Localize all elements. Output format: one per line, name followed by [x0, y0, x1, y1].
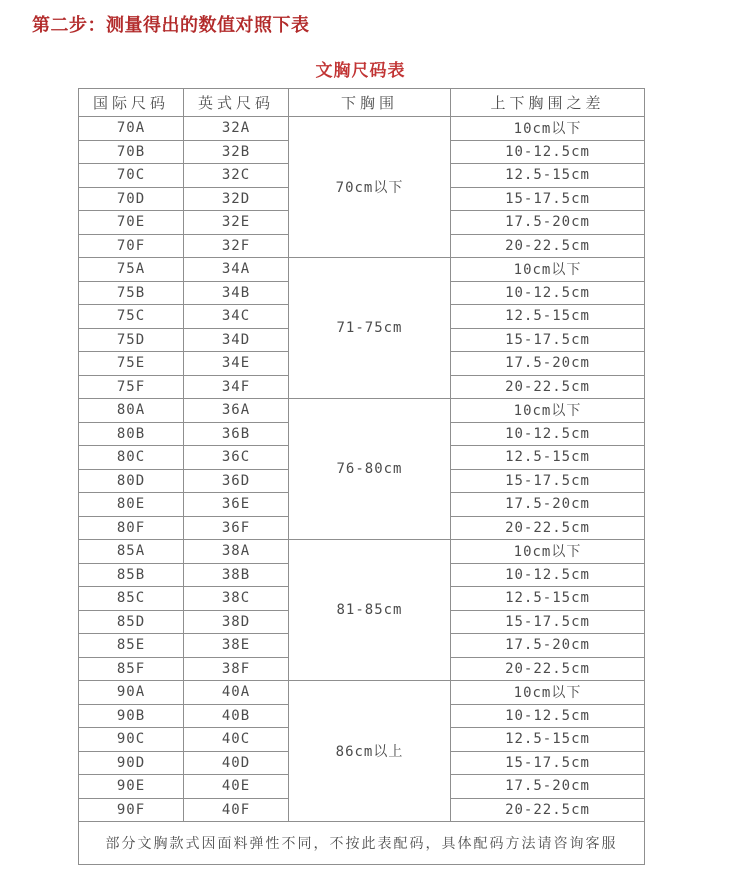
cup-diff-cell: 20-22.5cm	[451, 234, 645, 258]
cup-diff-cell: 20-22.5cm	[451, 516, 645, 540]
cup-diff-cell: 20-22.5cm	[451, 375, 645, 399]
uk-size-cell: 40D	[184, 751, 289, 775]
intl-size-cell: 90C	[79, 728, 184, 752]
cup-diff-cell: 17.5-20cm	[451, 211, 645, 235]
intl-size-cell: 75A	[79, 258, 184, 282]
cup-diff-cell: 20-22.5cm	[451, 798, 645, 822]
size-row-75A	[79, 258, 645, 282]
intl-size-cell: 90F	[79, 798, 184, 822]
size-row-90A	[79, 681, 645, 705]
cup-diff-cell: 15-17.5cm	[451, 328, 645, 352]
intl-size-cell: 85A	[79, 540, 184, 564]
uk-size-cell: 34C	[184, 305, 289, 329]
uk-size-cell: 32B	[184, 140, 289, 164]
intl-size-cell: 90B	[79, 704, 184, 728]
underbust-cell: 86cm以上	[289, 681, 451, 822]
cup-diff-cell: 10-12.5cm	[451, 422, 645, 446]
size-row-70A	[79, 117, 645, 141]
uk-size-cell: 36F	[184, 516, 289, 540]
intl-size-cell: 85B	[79, 563, 184, 587]
intl-size-cell: 85D	[79, 610, 184, 634]
intl-size-cell: 90E	[79, 775, 184, 799]
intl-size-cell: 80B	[79, 422, 184, 446]
uk-size-cell: 36E	[184, 493, 289, 517]
cup-diff-cell: 10-12.5cm	[451, 704, 645, 728]
cup-diff-cell: 10cm以下	[451, 540, 645, 564]
uk-size-cell: 34B	[184, 281, 289, 305]
header-row	[79, 89, 645, 117]
uk-size-cell: 38F	[184, 657, 289, 681]
cup-diff-cell: 17.5-20cm	[451, 775, 645, 799]
table-title: 文胸尺码表	[315, 61, 406, 80]
cup-diff-cell: 15-17.5cm	[451, 469, 645, 493]
uk-size-cell: 38A	[184, 540, 289, 564]
intl-size-cell: 80D	[79, 469, 184, 493]
cup-diff-cell: 20-22.5cm	[451, 657, 645, 681]
uk-size-cell: 38E	[184, 634, 289, 658]
intl-size-cell: 75F	[79, 375, 184, 399]
intl-size-cell: 80F	[79, 516, 184, 540]
underbust-cell: 71-75cm	[289, 258, 451, 399]
intl-size-cell: 75E	[79, 352, 184, 376]
intl-size-cell: 85F	[79, 657, 184, 681]
footnote-row	[79, 822, 645, 865]
uk-size-cell: 40A	[184, 681, 289, 705]
cup-diff-cell: 12.5-15cm	[451, 728, 645, 752]
uk-size-cell: 40B	[184, 704, 289, 728]
cup-diff-cell: 17.5-20cm	[451, 352, 645, 376]
uk-size-cell: 38C	[184, 587, 289, 611]
header-uk-size: 英式尺码	[184, 89, 289, 117]
cup-diff-cell: 12.5-15cm	[451, 587, 645, 611]
intl-size-cell: 85E	[79, 634, 184, 658]
size-row-85A	[79, 540, 645, 564]
intl-size-cell: 70D	[79, 187, 184, 211]
uk-size-cell: 34F	[184, 375, 289, 399]
intl-size-cell: 70A	[79, 117, 184, 141]
uk-size-cell: 38D	[184, 610, 289, 634]
intl-size-cell: 75D	[79, 328, 184, 352]
intl-size-cell: 75B	[79, 281, 184, 305]
size-table-footer	[79, 822, 645, 865]
cup-diff-cell: 10cm以下	[451, 399, 645, 423]
uk-size-cell: 40E	[184, 775, 289, 799]
intl-size-cell: 75C	[79, 305, 184, 329]
size-row-80A	[79, 399, 645, 423]
uk-size-cell: 32D	[184, 187, 289, 211]
cup-diff-cell: 10-12.5cm	[451, 281, 645, 305]
intl-size-cell: 85C	[79, 587, 184, 611]
size-table-body	[79, 117, 645, 822]
step-title: 第二步：测量得出的数值对照下表	[32, 15, 310, 35]
uk-size-cell: 36C	[184, 446, 289, 470]
cup-diff-cell: 12.5-15cm	[451, 305, 645, 329]
uk-size-cell: 34A	[184, 258, 289, 282]
cup-diff-cell: 15-17.5cm	[451, 187, 645, 211]
cup-diff-cell: 12.5-15cm	[451, 164, 645, 188]
intl-size-cell: 70C	[79, 164, 184, 188]
intl-size-cell: 70E	[79, 211, 184, 235]
cup-diff-cell: 17.5-20cm	[451, 493, 645, 517]
cup-diff-cell: 17.5-20cm	[451, 634, 645, 658]
uk-size-cell: 40F	[184, 798, 289, 822]
intl-size-cell: 70F	[79, 234, 184, 258]
uk-size-cell: 36A	[184, 399, 289, 423]
header-underbust: 下胸围	[289, 89, 451, 117]
uk-size-cell: 38B	[184, 563, 289, 587]
intl-size-cell: 80E	[79, 493, 184, 517]
intl-size-cell: 90D	[79, 751, 184, 775]
intl-size-cell: 90A	[79, 681, 184, 705]
uk-size-cell: 34E	[184, 352, 289, 376]
underbust-cell: 70cm以下	[289, 117, 451, 258]
intl-size-cell: 70B	[79, 140, 184, 164]
cup-diff-cell: 10cm以下	[451, 681, 645, 705]
intl-size-cell: 80C	[79, 446, 184, 470]
cup-diff-cell: 10cm以下	[451, 258, 645, 282]
cup-diff-cell: 12.5-15cm	[451, 446, 645, 470]
cup-diff-cell: 10-12.5cm	[451, 563, 645, 587]
footnote-text: 部分文胸款式因面料弹性不同，不按此表配码，具体配码方法请咨询客服	[79, 822, 645, 865]
intl-size-cell: 80A	[79, 399, 184, 423]
cup-diff-cell: 10cm以下	[451, 117, 645, 141]
uk-size-cell: 40C	[184, 728, 289, 752]
header-bust-diff: 上下胸围之差	[451, 89, 645, 117]
underbust-cell: 76-80cm	[289, 399, 451, 540]
cup-diff-cell: 15-17.5cm	[451, 610, 645, 634]
cup-diff-cell: 10-12.5cm	[451, 140, 645, 164]
uk-size-cell: 36B	[184, 422, 289, 446]
uk-size-cell: 32E	[184, 211, 289, 235]
uk-size-cell: 36D	[184, 469, 289, 493]
uk-size-cell: 32C	[184, 164, 289, 188]
cup-diff-cell: 15-17.5cm	[451, 751, 645, 775]
size-table-header	[79, 89, 645, 117]
uk-size-cell: 32F	[184, 234, 289, 258]
uk-size-cell: 34D	[184, 328, 289, 352]
header-intl-size: 国际尺码	[79, 89, 184, 117]
uk-size-cell: 32A	[184, 117, 289, 141]
underbust-cell: 81-85cm	[289, 540, 451, 681]
size-table	[78, 88, 645, 865]
